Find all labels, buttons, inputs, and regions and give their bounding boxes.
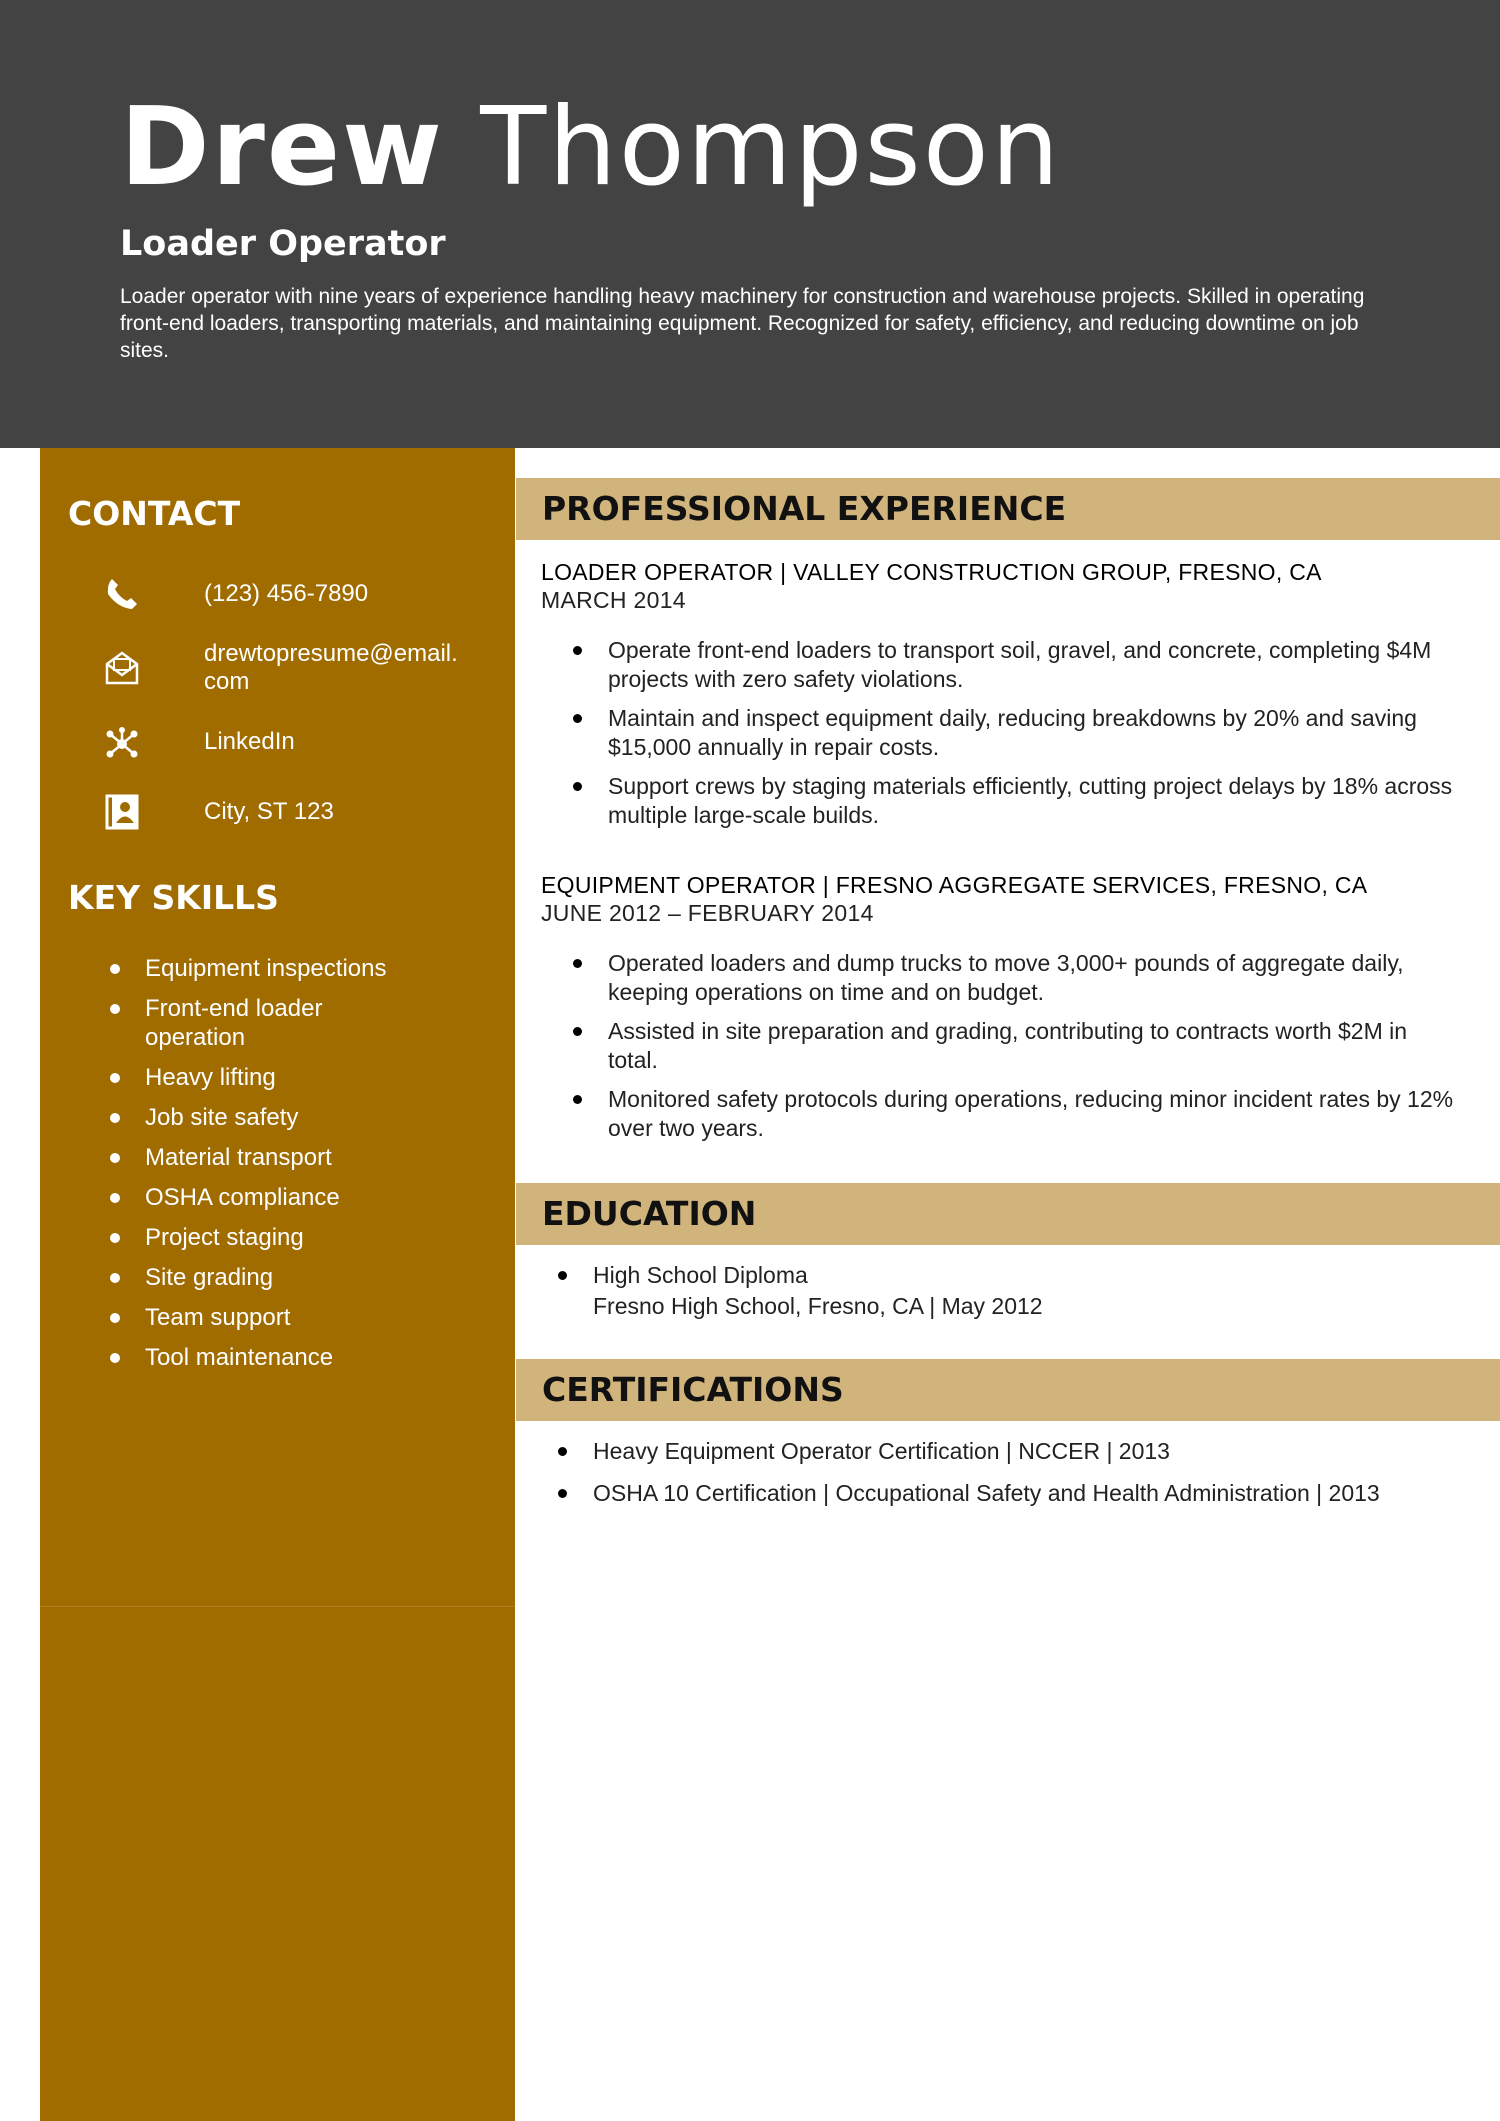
job-bullet: [541, 1085, 1463, 1143]
job-bullet: [541, 772, 1463, 830]
contact-address: [104, 794, 504, 854]
bullet: [110, 1113, 120, 1123]
job-bullet: [541, 1017, 1463, 1075]
job-bullet: [541, 949, 1463, 1007]
linkedin-link[interactable]: LinkedIn: [204, 728, 295, 755]
skill-item: [100, 994, 345, 1052]
contact-email: [104, 640, 504, 700]
bullet-text: Assisted in site preparation and grading, contributing to contracts worth $2M in total.: [608, 1018, 1408, 1073]
bullet: [558, 1447, 567, 1456]
degree: High School Diploma: [593, 1262, 808, 1288]
education-heading: EDUCATION: [542, 1194, 757, 1233]
sidebar: [40, 448, 515, 2121]
job-role: LOADER OPERATOR | VALLEY CONSTRUCTION GROUP, FRESNO, CA: [541, 559, 1322, 585]
skill-item: [100, 954, 445, 983]
linkedin-network-icon: [104, 726, 140, 762]
bullet: [110, 1193, 120, 1203]
job-dates: JUNE 2012 – FEBRUARY 2014: [541, 900, 874, 926]
bullet: [110, 1153, 120, 1163]
first-name: Drew: [120, 85, 444, 210]
skills-list: [100, 954, 445, 1383]
bullet: [573, 646, 582, 655]
experience-heading: PROFESSIONAL EXPERIENCE: [542, 489, 1067, 528]
certification-item: [541, 1436, 1481, 1467]
summary: Loader operator with nine years of experience handling heavy machinery for construction and warehouse projects. Skilled in operating front-end loaders, transporting materials, and maintaining equipment. Recognized for safety, efficiency, and reducing downtime on job sites.: [120, 285, 1365, 362]
key-skills-heading: KEY SKILLS: [68, 878, 279, 917]
job-entry: [541, 558, 1481, 840]
skill-text: Team support: [145, 1304, 291, 1331]
job-role: EQUIPMENT OPERATOR | FRESNO AGGREGATE SERVICES, FRESNO, CA: [541, 872, 1368, 898]
skill-text: Material transport: [145, 1144, 332, 1171]
last-name: Thompson: [480, 85, 1062, 210]
skill-text: Tool maintenance: [145, 1344, 334, 1371]
address-book-icon: [104, 794, 140, 830]
skill-item: [100, 1263, 445, 1292]
bullet: [573, 1027, 582, 1036]
skill-item: [100, 1063, 445, 1092]
candidate-name: [120, 78, 1061, 218]
education-section-bar: [516, 1183, 1500, 1245]
bullet: [110, 1004, 120, 1014]
bullet: [573, 714, 582, 723]
job-bullet: [541, 704, 1463, 762]
bullet: [110, 964, 120, 974]
bullet: [110, 1073, 120, 1083]
bullet: [573, 782, 582, 791]
education-item: [541, 1260, 1481, 1322]
sidebar-divider: [40, 1606, 515, 1607]
education-list: [541, 1260, 1481, 1333]
skill-item: [100, 1303, 445, 1332]
skill-item: [100, 1143, 445, 1172]
skill-text: Site grading: [145, 1264, 274, 1291]
certifications-list: [541, 1436, 1481, 1520]
location: City, ST 123: [204, 798, 334, 825]
job-dates: MARCH 2014: [541, 587, 686, 613]
contact-phone: [104, 576, 504, 636]
certification-item: [541, 1478, 1481, 1509]
skill-text: OSHA compliance: [145, 1184, 340, 1211]
bullet: [110, 1233, 120, 1243]
skill-item: [100, 1223, 445, 1252]
bullet-text: Maintain and inspect equipment daily, reducing breakdowns by 20% and saving $15,000 annually in repair costs.: [608, 705, 1417, 760]
certification-text: OSHA 10 Certification | Occupational Safety and Health Administration | 2013: [593, 1480, 1380, 1506]
job-title: Loader Operator: [120, 224, 446, 264]
school-detail: Fresno High School, Fresno, CA | May 2012: [593, 1293, 1043, 1319]
bullet-text: Operate front-end loaders to transport soil, gravel, and concrete, completing $4M projects with zero safety violations.: [608, 637, 1432, 692]
experience-section-bar: [516, 478, 1500, 540]
skill-item: [100, 1183, 445, 1212]
bullet-text: Monitored safety protocols during operations, reducing minor incident rates by 12% over two years.: [608, 1086, 1454, 1141]
bullet: [558, 1489, 567, 1498]
job-bullets: [541, 949, 1481, 1143]
phone-number[interactable]: (123) 456-7890: [204, 580, 369, 607]
bullet: [110, 1353, 120, 1363]
job-bullets: [541, 636, 1481, 830]
skill-text: Job site safety: [145, 1104, 299, 1131]
job-entry: [541, 871, 1481, 1153]
bullet: [573, 1095, 582, 1104]
certifications-heading: CERTIFICATIONS: [542, 1370, 844, 1409]
skill-text: Equipment inspections: [145, 955, 387, 982]
skill-text: Front-end loader operation: [145, 995, 323, 1051]
bullet: [573, 959, 582, 968]
skill-text: Project staging: [145, 1224, 304, 1251]
contact-heading: CONTACT: [68, 494, 241, 533]
certifications-section-bar: [516, 1359, 1500, 1421]
email-icon: [104, 650, 140, 686]
skill-item: [100, 1103, 445, 1132]
resume-header: [0, 0, 1500, 448]
bullet: [110, 1313, 120, 1323]
email-address[interactable]: drewtopresume@email. com: [204, 640, 458, 695]
bullet: [110, 1273, 120, 1283]
bullet-text: Operated loaders and dump trucks to move 3,000+ pounds of aggregate daily, keeping operations on time and on budget.: [608, 950, 1404, 1005]
job-bullet: [541, 636, 1463, 694]
bullet: [558, 1271, 567, 1280]
bullet-text: Support crews by staging materials efficiently, cutting project delays by 18% across multiple large-scale builds.: [608, 773, 1453, 828]
certification-text: Heavy Equipment Operator Certification | NCCER | 2013: [593, 1438, 1170, 1464]
phone-icon: [104, 576, 140, 612]
skill-text: Heavy lifting: [145, 1064, 276, 1091]
contact-linkedin: [104, 728, 504, 788]
skill-item: [100, 1343, 445, 1372]
